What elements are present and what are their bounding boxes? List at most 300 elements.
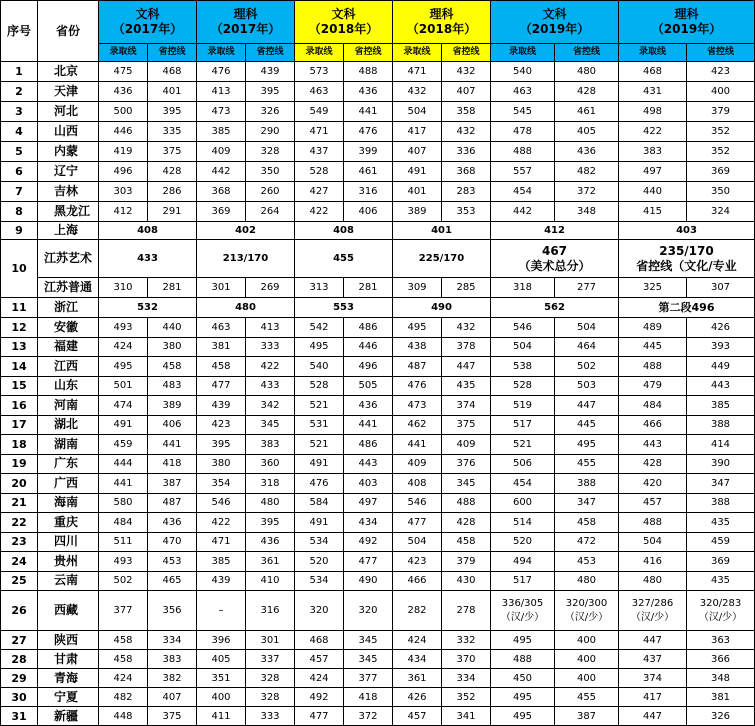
score-cell: 395	[246, 82, 295, 102]
score-cell: 436	[246, 532, 295, 552]
score-cell: 422	[246, 357, 295, 377]
score-cell: 395	[148, 102, 197, 122]
score-cell: 501	[99, 376, 148, 396]
score-cell: 504	[393, 102, 442, 122]
score-cell: 440	[619, 182, 687, 202]
score-cell: 454	[491, 182, 555, 202]
score-han-shao: 320/300	[565, 597, 608, 609]
subheader-admit: 录取线	[99, 44, 148, 62]
row-index: 29	[1, 669, 38, 688]
province-name: 重庆	[38, 513, 99, 533]
score-cell-merged: 第二段496	[619, 298, 755, 318]
art-2019-li-note: 省控线（文化/专业	[636, 258, 737, 273]
table-row	[1, 688, 755, 707]
score-cell: 400	[555, 650, 619, 669]
score-cell: 334	[442, 669, 491, 688]
score-cell: 408	[393, 474, 442, 494]
score-cell-merged: 403	[619, 222, 755, 240]
score-cell: 459	[687, 532, 755, 552]
score-cell: 503	[555, 376, 619, 396]
score-cell: 366	[687, 650, 755, 669]
score-cell: 360	[246, 454, 295, 474]
score-cell: 435	[442, 376, 491, 396]
subheader-admit: 录取线	[491, 44, 555, 62]
art-2019-wen-score: 467	[541, 243, 568, 258]
table-row	[1, 376, 755, 396]
score-cell: 401	[148, 82, 197, 102]
score-cell: 471	[393, 62, 442, 82]
score-cell: 444	[99, 454, 148, 474]
score-cell-merged: 562	[491, 298, 619, 318]
score-cell: 424	[393, 631, 442, 650]
score-cell: 436	[555, 142, 619, 162]
score-cell: 491	[295, 513, 344, 533]
table-row	[1, 240, 755, 278]
header-row-groups	[1, 1, 755, 44]
score-cell: 534	[295, 532, 344, 552]
score-han-shao-note: （汉/少）	[630, 611, 675, 623]
score-cell: 309	[393, 278, 442, 298]
score-cell-merged: 408	[295, 222, 393, 240]
score-cell: 521	[491, 435, 555, 455]
score-cell: 358	[442, 102, 491, 122]
score-cell: 382	[148, 669, 197, 688]
score-cell: 428	[555, 82, 619, 102]
score-cell: 491	[393, 162, 442, 182]
score-cell: 483	[148, 376, 197, 396]
score-cell: 376	[442, 454, 491, 474]
score-cell: 496	[344, 357, 393, 377]
province-name: 甘肃	[38, 650, 99, 669]
score-cell: 520	[491, 532, 555, 552]
art-2019-wen-cell	[491, 240, 619, 278]
art-2019-li-score: 235/170	[659, 243, 714, 258]
score-cell: 465	[148, 571, 197, 591]
score-cell: 412	[99, 202, 148, 222]
province-header: 省份	[38, 1, 99, 62]
row-index: 16	[1, 396, 38, 416]
score-cell: 506	[491, 454, 555, 474]
score-cell: 369	[197, 202, 246, 222]
score-cell: 459	[99, 435, 148, 455]
province-name: 山东	[38, 376, 99, 396]
row-index: 11	[1, 298, 38, 318]
score-cell: 387	[555, 707, 619, 726]
score-cell: 433	[246, 376, 295, 396]
score-cell: 496	[99, 162, 148, 182]
score-cell: 388	[687, 493, 755, 513]
row-index: 10	[1, 240, 38, 298]
score-cell: 504	[555, 318, 619, 338]
score-cell-split	[619, 591, 687, 631]
score-cell: 368	[197, 182, 246, 202]
table-row	[1, 707, 755, 726]
score-cell: 405	[197, 650, 246, 669]
table-row	[1, 631, 755, 650]
table-row	[1, 357, 755, 377]
score-cell: 348	[555, 202, 619, 222]
score-cell: 320	[344, 591, 393, 631]
province-name: 江苏艺术	[38, 240, 99, 278]
score-cell: 400	[197, 688, 246, 707]
group-header-wen-2018: 文科 （2018年）	[295, 1, 393, 44]
province-name: 贵州	[38, 552, 99, 572]
score-cell: 313	[295, 278, 344, 298]
score-cell: 447	[442, 357, 491, 377]
score-cell: 489	[619, 318, 687, 338]
table-row	[1, 278, 755, 298]
row-index: 9	[1, 222, 38, 240]
score-cell: 424	[99, 669, 148, 688]
table-row	[1, 513, 755, 533]
score-cell: 281	[344, 278, 393, 298]
score-cell-merged: 408	[99, 222, 197, 240]
score-cell: 324	[687, 202, 755, 222]
score-han-shao: 327/286	[631, 597, 674, 609]
score-cell: 441	[393, 435, 442, 455]
table-row	[1, 202, 755, 222]
score-cell: 446	[99, 122, 148, 142]
score-cell: 458	[555, 513, 619, 533]
art-2019-li-cell	[619, 240, 755, 278]
score-cell: 462	[393, 415, 442, 435]
table-row	[1, 318, 755, 338]
row-index: 13	[1, 337, 38, 357]
score-cell: 466	[393, 571, 442, 591]
score-cell: 457	[393, 707, 442, 726]
score-cell: 395	[246, 513, 295, 533]
subheader-admit: 录取线	[393, 44, 442, 62]
score-cell: 385	[197, 122, 246, 142]
score-cell: 419	[99, 142, 148, 162]
score-cell: 290	[246, 122, 295, 142]
table-row	[1, 415, 755, 435]
table-row	[1, 591, 755, 631]
score-cell: 500	[99, 102, 148, 122]
score-cell-merged: 532	[99, 298, 197, 318]
score-cell: 413	[197, 82, 246, 102]
score-cell: 468	[295, 631, 344, 650]
score-han-shao-note: （汉/少）	[564, 611, 609, 623]
score-cell: 422	[619, 122, 687, 142]
row-index: 26	[1, 591, 38, 631]
score-cell: 356	[148, 591, 197, 631]
score-cell: 385	[687, 396, 755, 416]
score-cell: 440	[148, 318, 197, 338]
score-cell: 472	[555, 532, 619, 552]
art-2019-wen-note: （美术总分）	[518, 258, 591, 273]
score-cell: 422	[197, 513, 246, 533]
score-cell: 286	[148, 182, 197, 202]
score-cell: 546	[197, 493, 246, 513]
province-name: 青海	[38, 669, 99, 688]
province-name: 江苏普通	[38, 278, 99, 298]
score-cell: 342	[246, 396, 295, 416]
score-cell-split	[491, 591, 555, 631]
score-cell: 528	[295, 376, 344, 396]
score-cell: 600	[491, 493, 555, 513]
score-cell: 491	[295, 454, 344, 474]
table-row	[1, 669, 755, 688]
score-cell: 405	[555, 122, 619, 142]
subheader-control: 省控线	[442, 44, 491, 62]
score-cell: 347	[687, 474, 755, 494]
row-index: 6	[1, 162, 38, 182]
score-cell: 424	[99, 337, 148, 357]
score-cell: 278	[442, 591, 491, 631]
score-cell: 345	[344, 631, 393, 650]
score-cell: 458	[442, 532, 491, 552]
score-cell: 474	[99, 396, 148, 416]
score-cell: 493	[99, 318, 148, 338]
score-cell: 504	[491, 337, 555, 357]
score-cell: 310	[99, 278, 148, 298]
score-cell: 285	[442, 278, 491, 298]
table-row	[1, 122, 755, 142]
score-cell: 352	[442, 688, 491, 707]
score-cell-merged: 402	[197, 222, 295, 240]
table-row	[1, 337, 755, 357]
score-cell: 482	[555, 162, 619, 182]
province-name: 辽宁	[38, 162, 99, 182]
score-cell: 494	[491, 552, 555, 572]
row-index: 19	[1, 454, 38, 474]
score-cell: 484	[99, 513, 148, 533]
row-index: 15	[1, 376, 38, 396]
row-index: 2	[1, 82, 38, 102]
score-cell: 407	[148, 688, 197, 707]
score-cell: 328	[246, 142, 295, 162]
score-cell: 458	[99, 631, 148, 650]
province-name: 广西	[38, 474, 99, 494]
province-name: 天津	[38, 82, 99, 102]
score-cell: 446	[344, 337, 393, 357]
table-row	[1, 82, 755, 102]
row-index: 5	[1, 142, 38, 162]
score-cell-merged: 480	[197, 298, 295, 318]
score-cell: 431	[619, 82, 687, 102]
score-cell: 418	[148, 454, 197, 474]
score-cell: 370	[442, 650, 491, 669]
score-cell: 432	[442, 122, 491, 142]
score-cell: 520	[295, 552, 344, 572]
table-row	[1, 474, 755, 494]
table-row	[1, 650, 755, 669]
score-cell: 480	[246, 493, 295, 513]
score-cell: 457	[619, 493, 687, 513]
score-cell: 439	[197, 571, 246, 591]
score-cell: 372	[555, 182, 619, 202]
score-cell: 488	[442, 493, 491, 513]
score-cell: 352	[687, 122, 755, 142]
subheader-control: 省控线	[555, 44, 619, 62]
score-cell: 348	[687, 669, 755, 688]
score-cell: 430	[442, 571, 491, 591]
score-cell: 283	[442, 182, 491, 202]
group-header-wen-2019: 文科 （2019年）	[491, 1, 619, 44]
score-cell: 432	[442, 62, 491, 82]
score-cell: 407	[442, 82, 491, 102]
score-cell: 350	[246, 162, 295, 182]
score-cell: 480	[619, 571, 687, 591]
score-cell: 316	[344, 182, 393, 202]
score-cell: 478	[491, 122, 555, 142]
score-cell: 482	[99, 688, 148, 707]
score-cell: 486	[344, 318, 393, 338]
row-index: 18	[1, 435, 38, 455]
table-row	[1, 571, 755, 591]
score-cell-merged: 553	[295, 298, 393, 318]
table-row	[1, 222, 755, 240]
score-cell: 477	[295, 707, 344, 726]
score-cell-merged: 433	[99, 240, 197, 278]
score-cell: 449	[687, 357, 755, 377]
subheader-admit: 录取线	[295, 44, 344, 62]
score-cell-merged: 490	[393, 298, 491, 318]
group-header-li-2018: 理科 （2018年）	[393, 1, 491, 44]
score-cell: 354	[197, 474, 246, 494]
score-cell: 439	[197, 396, 246, 416]
score-cell: 378	[442, 337, 491, 357]
row-index: 1	[1, 62, 38, 82]
row-index: 23	[1, 532, 38, 552]
score-cell: 385	[197, 552, 246, 572]
score-cell: 464	[555, 337, 619, 357]
score-cell: 423	[687, 62, 755, 82]
score-cell: 269	[246, 278, 295, 298]
score-cell: 380	[197, 454, 246, 474]
score-cell: 441	[344, 102, 393, 122]
score-han-shao: 336/305	[501, 597, 544, 609]
score-cell: 264	[246, 202, 295, 222]
score-cell: 443	[619, 435, 687, 455]
province-name: 河南	[38, 396, 99, 416]
score-cell: –	[197, 591, 246, 631]
score-cell: 316	[246, 591, 295, 631]
row-index: 30	[1, 688, 38, 707]
row-index: 17	[1, 415, 38, 435]
score-cell: 345	[442, 474, 491, 494]
score-cell: 584	[295, 493, 344, 513]
score-cell: 492	[344, 532, 393, 552]
score-cell: 461	[344, 162, 393, 182]
score-cell: 468	[619, 62, 687, 82]
score-cell: 345	[246, 415, 295, 435]
score-cell: 409	[393, 454, 442, 474]
score-cell: 435	[687, 513, 755, 533]
score-cell: 493	[99, 552, 148, 572]
score-cell: 502	[555, 357, 619, 377]
score-cell: 375	[148, 142, 197, 162]
score-cell: 463	[197, 318, 246, 338]
score-cell: 400	[555, 631, 619, 650]
score-cell: 488	[491, 142, 555, 162]
score-cell: 473	[393, 396, 442, 416]
score-cell: 488	[491, 650, 555, 669]
score-cell: 457	[295, 650, 344, 669]
table-row	[1, 435, 755, 455]
score-cell: 471	[295, 122, 344, 142]
score-cell: 573	[295, 62, 344, 82]
score-cell: 445	[619, 337, 687, 357]
score-cell: 475	[99, 62, 148, 82]
score-cell: 441	[99, 474, 148, 494]
score-cell: 350	[687, 182, 755, 202]
score-cell: 453	[555, 552, 619, 572]
province-name: 新疆	[38, 707, 99, 726]
score-cell: 443	[344, 454, 393, 474]
province-name: 湖北	[38, 415, 99, 435]
score-han-shao-note: （汉/少）	[698, 611, 743, 623]
table-row	[1, 552, 755, 572]
score-cell: 410	[246, 571, 295, 591]
score-cell-split	[687, 591, 755, 631]
score-cell: 400	[687, 82, 755, 102]
score-cell: 396	[197, 631, 246, 650]
group-header-wen-2017: 文科 （2017年）	[99, 1, 197, 44]
score-cell: 328	[246, 688, 295, 707]
score-cell-merged: 213/170	[197, 240, 295, 278]
score-cell: 441	[148, 435, 197, 455]
score-cell: 447	[555, 396, 619, 416]
row-index: 14	[1, 357, 38, 377]
score-cell: 417	[619, 688, 687, 707]
score-cell: 326	[246, 102, 295, 122]
score-cell: 540	[295, 357, 344, 377]
score-cell: 434	[344, 513, 393, 533]
score-cell: 432	[393, 82, 442, 102]
score-cell: 277	[555, 278, 619, 298]
province-name: 安徽	[38, 318, 99, 338]
score-cell: 353	[442, 202, 491, 222]
score-cell-merged: 225/170	[393, 240, 491, 278]
table-row	[1, 62, 755, 82]
province-name: 宁夏	[38, 688, 99, 707]
score-cell: 368	[442, 162, 491, 182]
score-cell: 540	[491, 62, 555, 82]
score-cell: 333	[246, 707, 295, 726]
score-cell: 422	[295, 202, 344, 222]
score-cell: 428	[442, 513, 491, 533]
score-cell: 442	[491, 202, 555, 222]
score-cell: 545	[491, 102, 555, 122]
score-cell: 352	[687, 142, 755, 162]
score-cell: 372	[344, 707, 393, 726]
row-index: 24	[1, 552, 38, 572]
score-cell: 447	[619, 707, 687, 726]
score-cell-split	[555, 591, 619, 631]
score-cell: 438	[393, 337, 442, 357]
score-cell: 435	[687, 571, 755, 591]
row-index: 22	[1, 513, 38, 533]
score-cell: 580	[99, 493, 148, 513]
province-name: 湖南	[38, 435, 99, 455]
score-cell: 476	[197, 62, 246, 82]
score-cell: 557	[491, 162, 555, 182]
score-cell: 445	[555, 415, 619, 435]
score-cell: 441	[344, 415, 393, 435]
score-cell: 428	[619, 454, 687, 474]
score-cell: 377	[344, 669, 393, 688]
score-cell: 495	[491, 688, 555, 707]
score-han-shao-note: （汉/少）	[500, 611, 545, 623]
score-cell: 413	[246, 318, 295, 338]
subheader-admit: 录取线	[197, 44, 246, 62]
score-cell: 528	[295, 162, 344, 182]
province-name: 北京	[38, 62, 99, 82]
row-index: 25	[1, 571, 38, 591]
score-cell: 400	[555, 669, 619, 688]
